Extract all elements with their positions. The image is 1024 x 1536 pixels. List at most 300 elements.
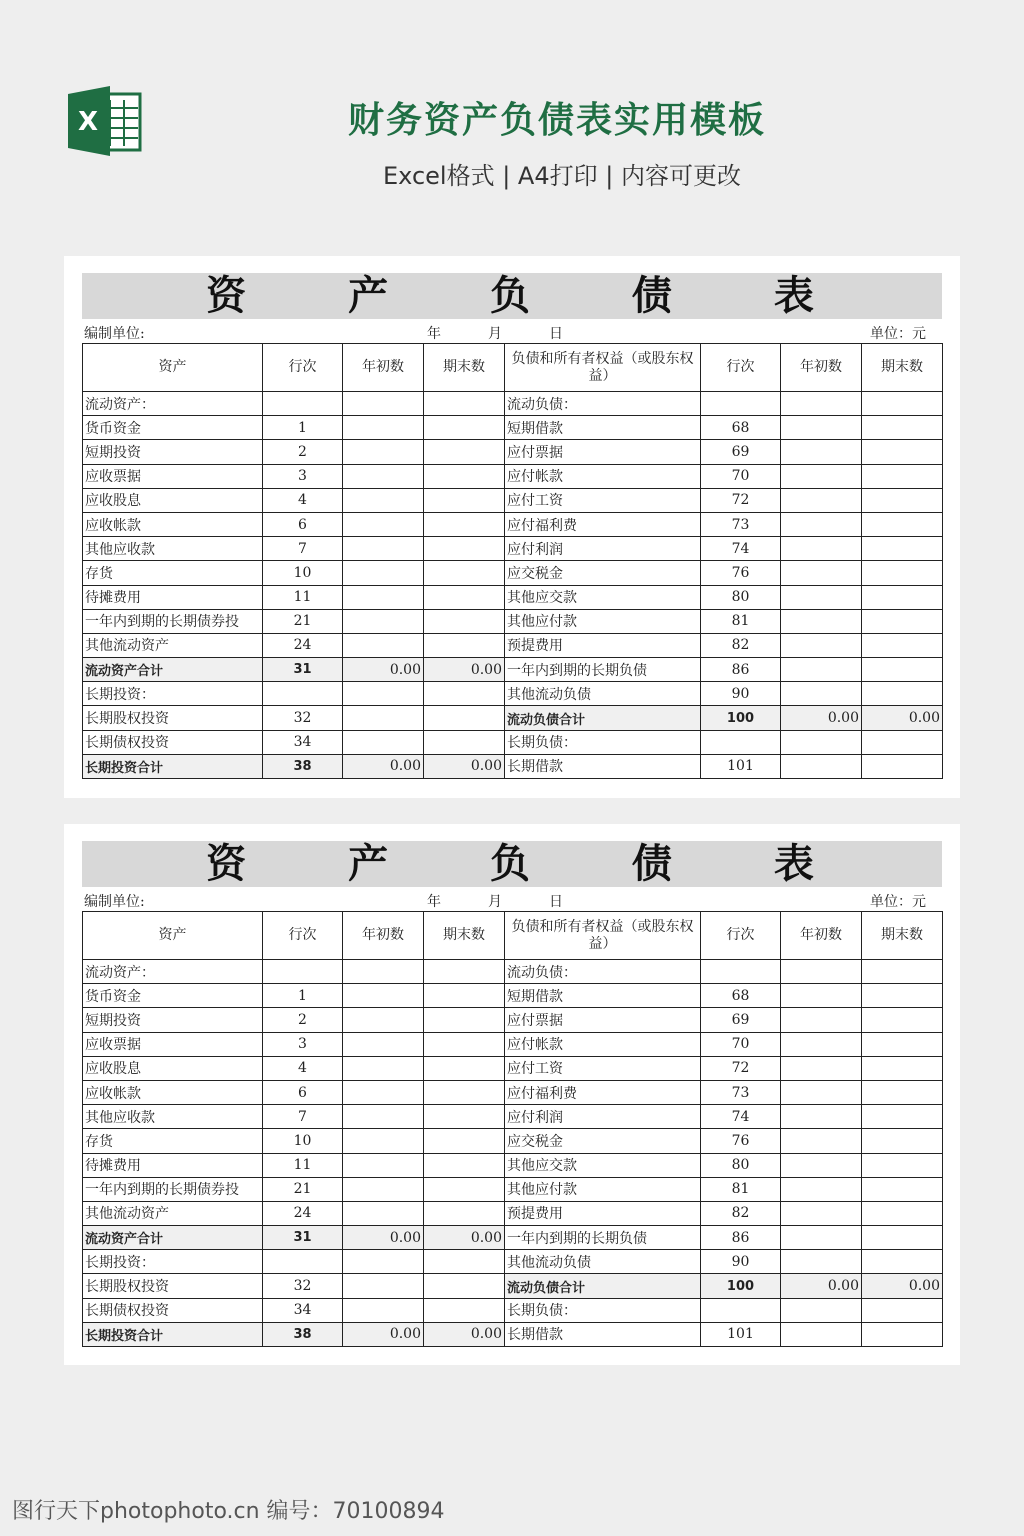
liability-cell[interactable]: 长期借款 [505,1322,701,1346]
balance-sheet-1 [64,256,960,798]
liability-cell[interactable]: 应付福利费 [505,1080,701,1104]
asset-cell[interactable] [424,1298,505,1322]
liability-cell[interactable] [781,730,862,754]
liability-cell[interactable] [781,960,862,984]
asset-cell[interactable] [343,1008,424,1032]
asset-cell[interactable] [343,1080,424,1104]
asset-cell[interactable] [424,488,505,512]
liability-cell[interactable] [781,1129,862,1153]
unit-label: 编制单位: [84,894,145,910]
day-label: 日 [549,894,563,910]
balance-table [82,911,943,1347]
liability-cell[interactable]: 应付工资 [505,488,701,512]
table-row [83,1298,943,1322]
sheet-title: 资 产 负 债 表 [82,273,942,319]
liability-cell[interactable]: 应交税金 [505,1129,701,1153]
asset-cell[interactable]: 6 [263,1080,343,1104]
asset-cell[interactable] [424,1177,505,1201]
liability-cell[interactable]: 短期借款 [505,416,701,440]
liability-cell[interactable] [781,1080,862,1104]
liability-cell[interactable] [862,1008,943,1032]
asset-cell[interactable] [343,392,424,416]
asset-cell[interactable] [424,730,505,754]
asset-cell[interactable]: 应收票据 [83,1032,263,1056]
liability-cell[interactable]: 86 [701,1226,781,1250]
table-row [83,1032,943,1056]
liability-cell[interactable]: 应交税金 [505,561,701,585]
asset-cell[interactable]: 长期债权投资 [83,730,263,754]
asset-cell[interactable]: 38 [263,754,343,778]
asset-cell[interactable]: 34 [263,1298,343,1322]
asset-cell[interactable]: 7 [263,537,343,561]
liability-cell[interactable]: 0.00 [781,706,862,730]
liability-cell[interactable] [862,464,943,488]
asset-cell[interactable] [343,1298,424,1322]
liability-cell[interactable] [781,488,862,512]
liability-cell[interactable] [862,1250,943,1274]
asset-cell[interactable]: 长期债权投资 [83,1298,263,1322]
liability-cell[interactable]: 69 [701,1008,781,1032]
table-row [83,1177,943,1201]
liability-cell[interactable] [781,1032,862,1056]
liability-cell[interactable] [781,1226,862,1250]
asset-cell[interactable]: 应收股息 [83,488,263,512]
table-row [83,682,943,706]
asset-cell[interactable] [343,1129,424,1153]
asset-cell[interactable]: 38 [263,1322,343,1346]
liability-cell[interactable] [781,658,862,682]
asset-cell[interactable] [343,537,424,561]
liability-cell[interactable]: 应付票据 [505,1008,701,1032]
liability-cell[interactable] [781,440,862,464]
liability-cell[interactable]: 72 [701,488,781,512]
asset-cell[interactable]: 长期投资合计 [83,1322,263,1346]
liability-cell[interactable]: 73 [701,1080,781,1104]
asset-cell[interactable] [424,561,505,585]
liability-cell[interactable]: 应付利润 [505,537,701,561]
liability-cell[interactable]: 82 [701,633,781,657]
asset-cell[interactable] [343,561,424,585]
liability-cell[interactable] [862,1177,943,1201]
liability-cell[interactable] [862,1298,943,1322]
asset-cell[interactable] [424,984,505,1008]
asset-cell[interactable]: 11 [263,585,343,609]
day-label: 日 [549,326,563,342]
asset-cell[interactable] [343,464,424,488]
column-header: 年初数 [781,344,862,392]
asset-cell[interactable] [424,585,505,609]
column-header: 行次 [263,344,343,392]
table-row [83,1322,943,1346]
column-header: 期末数 [862,344,943,392]
table-row [83,488,943,512]
liability-cell[interactable] [862,658,943,682]
table-row [83,658,943,682]
year-label: 年 [427,894,441,910]
asset-cell[interactable] [424,706,505,730]
liability-cell[interactable] [862,1153,943,1177]
balance-table [82,343,943,779]
liability-cell[interactable] [862,1226,943,1250]
liability-cell[interactable]: 长期借款 [505,754,701,778]
asset-cell[interactable]: 24 [263,1201,343,1225]
asset-cell[interactable] [424,1008,505,1032]
asset-cell[interactable]: 0.00 [424,754,505,778]
liability-cell[interactable]: 90 [701,682,781,706]
liability-cell[interactable]: 其他应交款 [505,1153,701,1177]
asset-cell[interactable]: 长期股权投资 [83,706,263,730]
asset-cell[interactable]: 货币资金 [83,984,263,1008]
asset-cell[interactable] [263,1250,343,1274]
asset-cell[interactable] [424,1080,505,1104]
liability-cell[interactable]: 短期借款 [505,984,701,1008]
asset-cell[interactable]: 1 [263,984,343,1008]
asset-cell[interactable]: 流动资产合计 [83,658,263,682]
liability-cell[interactable] [781,609,862,633]
liability-cell[interactable]: 应付帐款 [505,1032,701,1056]
asset-cell[interactable]: 10 [263,1129,343,1153]
liability-cell[interactable] [701,960,781,984]
table-row [83,1008,943,1032]
asset-cell[interactable]: 7 [263,1105,343,1129]
asset-cell[interactable]: 应收股息 [83,1056,263,1080]
liability-cell[interactable] [862,1080,943,1104]
asset-cell[interactable] [343,730,424,754]
asset-cell[interactable] [424,1153,505,1177]
asset-cell[interactable] [424,1274,505,1298]
liability-cell[interactable]: 80 [701,585,781,609]
asset-cell[interactable]: 21 [263,609,343,633]
asset-cell[interactable]: 应收票据 [83,464,263,488]
liability-cell[interactable]: 其他应付款 [505,609,701,633]
asset-cell[interactable] [424,512,505,536]
column-header: 期末数 [424,344,505,392]
asset-cell[interactable] [343,984,424,1008]
asset-cell[interactable] [424,960,505,984]
liability-cell[interactable] [781,1008,862,1032]
table-row [83,1105,943,1129]
asset-cell[interactable]: 4 [263,1056,343,1080]
asset-cell[interactable]: 货币资金 [83,416,263,440]
liability-cell[interactable] [781,754,862,778]
asset-cell[interactable] [343,609,424,633]
table-row [83,754,943,778]
asset-cell[interactable]: 0.00 [343,754,424,778]
liability-cell[interactable] [862,1322,943,1346]
liability-cell[interactable]: 76 [701,1129,781,1153]
asset-cell[interactable]: 存货 [83,1129,263,1153]
table-row [83,464,943,488]
column-header: 资产 [83,344,263,392]
table-row [83,609,943,633]
liability-cell[interactable]: 一年内到期的长期负债 [505,1226,701,1250]
liability-cell[interactable] [862,633,943,657]
liability-cell[interactable]: 81 [701,609,781,633]
liability-cell[interactable]: 长期负债： [505,1298,701,1322]
asset-cell[interactable]: 一年内到期的长期债券投 [83,1177,263,1201]
liability-cell[interactable]: 其他应付款 [505,1177,701,1201]
liability-cell[interactable]: 82 [701,1201,781,1225]
liability-cell[interactable]: 74 [701,1105,781,1129]
liability-cell[interactable]: 流动负债： [505,960,701,984]
asset-cell[interactable]: 31 [263,1226,343,1250]
liability-cell[interactable]: 90 [701,1250,781,1274]
asset-cell[interactable]: 3 [263,464,343,488]
asset-cell[interactable] [343,512,424,536]
asset-cell[interactable] [424,1201,505,1225]
asset-cell[interactable]: 32 [263,706,343,730]
asset-cell[interactable]: 0.00 [424,1226,505,1250]
liability-cell[interactable] [781,1201,862,1225]
liability-cell[interactable] [781,682,862,706]
asset-cell[interactable]: 待摊费用 [83,1153,263,1177]
table-header [83,912,943,960]
liability-cell[interactable]: 70 [701,1032,781,1056]
column-header: 年初数 [343,912,424,960]
table-row [83,730,943,754]
liability-cell[interactable] [781,633,862,657]
liability-cell[interactable] [862,488,943,512]
asset-cell[interactable] [424,1129,505,1153]
asset-cell[interactable] [343,1177,424,1201]
asset-cell[interactable] [263,392,343,416]
column-header: 行次 [701,912,781,960]
liability-cell[interactable] [781,512,862,536]
liability-cell[interactable]: 预提费用 [505,633,701,657]
asset-cell[interactable] [343,440,424,464]
asset-cell[interactable]: 6 [263,512,343,536]
liability-cell[interactable] [862,754,943,778]
asset-cell[interactable]: 长期股权投资 [83,1274,263,1298]
liability-cell[interactable]: 流动负债： [505,392,701,416]
liability-cell[interactable] [781,1177,862,1201]
liability-cell[interactable] [862,561,943,585]
asset-cell[interactable] [424,1032,505,1056]
table-row [83,1056,943,1080]
liability-cell[interactable] [781,1105,862,1129]
liability-cell[interactable]: 应付票据 [505,440,701,464]
asset-cell[interactable] [263,960,343,984]
asset-cell[interactable] [424,682,505,706]
liability-cell[interactable]: 80 [701,1153,781,1177]
liability-cell[interactable]: 68 [701,984,781,1008]
liability-cell[interactable] [781,1153,862,1177]
asset-cell[interactable] [343,488,424,512]
liability-cell[interactable] [701,1298,781,1322]
liability-cell[interactable] [862,984,943,1008]
asset-cell[interactable] [343,633,424,657]
liability-cell[interactable] [862,1032,943,1056]
asset-cell[interactable]: 存货 [83,561,263,585]
asset-cell[interactable] [424,440,505,464]
asset-cell[interactable]: 11 [263,1153,343,1177]
asset-cell[interactable] [343,585,424,609]
asset-cell[interactable]: 31 [263,658,343,682]
asset-cell[interactable] [263,682,343,706]
liability-cell[interactable]: 100 [701,1274,781,1298]
asset-cell[interactable] [343,960,424,984]
liability-cell[interactable]: 流动负债合计 [505,706,701,730]
liability-cell[interactable]: 0.00 [781,1274,862,1298]
asset-cell[interactable] [343,1105,424,1129]
liability-cell[interactable] [862,730,943,754]
asset-cell[interactable] [424,1250,505,1274]
asset-cell[interactable] [343,1056,424,1080]
asset-cell[interactable]: 4 [263,488,343,512]
asset-cell[interactable]: 短期投资 [83,1008,263,1032]
liability-cell[interactable]: 86 [701,658,781,682]
asset-cell[interactable]: 其他应收款 [83,1105,263,1129]
column-header: 资产 [83,912,263,960]
liability-cell[interactable] [781,392,862,416]
asset-cell[interactable]: 短期投资 [83,440,263,464]
sheet-meta [82,887,942,911]
liability-cell[interactable] [781,585,862,609]
asset-cell[interactable] [424,609,505,633]
asset-cell[interactable]: 一年内到期的长期债券投 [83,609,263,633]
liability-cell[interactable]: 预提费用 [505,1201,701,1225]
asset-cell[interactable]: 1 [263,416,343,440]
asset-cell[interactable] [424,633,505,657]
liability-cell[interactable] [862,537,943,561]
asset-cell[interactable]: 长期投资： [83,682,263,706]
liability-cell[interactable]: 流动负债合计 [505,1274,701,1298]
liability-cell[interactable] [862,440,943,464]
asset-cell[interactable]: 待摊费用 [83,585,263,609]
liability-cell[interactable] [701,392,781,416]
asset-cell[interactable] [424,392,505,416]
asset-cell[interactable]: 21 [263,1177,343,1201]
asset-cell[interactable]: 应收帐款 [83,512,263,536]
asset-cell[interactable] [424,416,505,440]
liability-cell[interactable] [781,1322,862,1346]
asset-cell[interactable]: 流动资产： [83,960,263,984]
asset-cell[interactable] [424,1105,505,1129]
liability-cell[interactable] [862,682,943,706]
liability-cell[interactable] [781,416,862,440]
asset-cell[interactable]: 34 [263,730,343,754]
asset-cell[interactable] [343,682,424,706]
asset-cell[interactable]: 0.00 [343,658,424,682]
liability-cell[interactable]: 其他流动负债 [505,682,701,706]
asset-cell[interactable] [343,1274,424,1298]
liability-cell[interactable] [862,1105,943,1129]
liability-cell[interactable] [862,1056,943,1080]
asset-cell[interactable]: 0.00 [343,1226,424,1250]
asset-cell[interactable]: 24 [263,633,343,657]
table-row [83,706,943,730]
liability-cell[interactable] [862,585,943,609]
liability-cell[interactable] [862,1129,943,1153]
asset-cell[interactable]: 3 [263,1032,343,1056]
liability-cell[interactable]: 0.00 [862,706,943,730]
asset-cell[interactable] [343,1032,424,1056]
liability-cell[interactable] [862,1201,943,1225]
table-row [83,585,943,609]
asset-cell[interactable]: 应收帐款 [83,1080,263,1104]
asset-cell[interactable]: 长期投资合计 [83,754,263,778]
liability-cell[interactable]: 应付帐款 [505,464,701,488]
liability-cell[interactable]: 长期负债： [505,730,701,754]
table-row [83,561,943,585]
asset-cell[interactable]: 2 [263,440,343,464]
asset-cell[interactable]: 流动资产： [83,392,263,416]
liability-cell[interactable]: 应付福利费 [505,512,701,536]
liability-cell[interactable]: 其他应交款 [505,585,701,609]
liability-cell[interactable] [781,464,862,488]
asset-cell[interactable] [343,1201,424,1225]
asset-cell[interactable] [424,537,505,561]
asset-cell[interactable] [343,1153,424,1177]
asset-cell[interactable]: 32 [263,1274,343,1298]
asset-cell[interactable] [424,464,505,488]
asset-cell[interactable]: 0.00 [424,1322,505,1346]
currency-label: 单位：元 [870,326,926,342]
liability-cell[interactable]: 0.00 [862,1274,943,1298]
liability-cell[interactable]: 应付工资 [505,1056,701,1080]
asset-cell[interactable]: 长期投资： [83,1250,263,1274]
asset-cell[interactable]: 其他应收款 [83,537,263,561]
table-row [83,960,943,984]
watermark: 图行天下photophoto.cn 编号：70100894 [12,1499,445,1524]
liability-cell[interactable]: 100 [701,706,781,730]
liability-cell[interactable] [862,960,943,984]
liability-cell[interactable]: 73 [701,512,781,536]
liability-cell[interactable] [701,730,781,754]
asset-cell[interactable]: 流动资产合计 [83,1226,263,1250]
liability-cell[interactable]: 70 [701,464,781,488]
liability-cell[interactable] [781,1056,862,1080]
asset-cell[interactable]: 其他流动资产 [83,633,263,657]
asset-cell[interactable]: 0.00 [343,1322,424,1346]
liability-cell[interactable]: 101 [701,1322,781,1346]
liability-cell[interactable]: 72 [701,1056,781,1080]
liability-cell[interactable] [781,537,862,561]
liability-cell[interactable] [862,512,943,536]
liability-cell[interactable]: 69 [701,440,781,464]
table-row [83,512,943,536]
liability-cell[interactable]: 81 [701,1177,781,1201]
asset-cell[interactable] [424,1056,505,1080]
liability-cell[interactable] [862,392,943,416]
asset-cell[interactable] [343,706,424,730]
column-header: 负债和所有者权益（或股东权益） [505,912,701,960]
table-row [83,440,943,464]
asset-cell[interactable]: 0.00 [424,658,505,682]
liability-cell[interactable] [781,984,862,1008]
liability-cell[interactable] [781,1298,862,1322]
asset-cell[interactable]: 10 [263,561,343,585]
liability-cell[interactable] [781,1250,862,1274]
liability-cell[interactable] [781,561,862,585]
liability-cell[interactable]: 101 [701,754,781,778]
liability-cell[interactable]: 其他流动负债 [505,1250,701,1274]
page-title: 财务资产负债表实用模板 [347,100,766,141]
liability-cell[interactable]: 74 [701,537,781,561]
asset-cell[interactable]: 其他流动资产 [83,1201,263,1225]
asset-cell[interactable] [343,416,424,440]
liability-cell[interactable] [862,416,943,440]
liability-cell[interactable] [862,609,943,633]
asset-cell[interactable] [343,1250,424,1274]
asset-cell[interactable]: 2 [263,1008,343,1032]
liability-cell[interactable]: 一年内到期的长期负债 [505,658,701,682]
liability-cell[interactable]: 76 [701,561,781,585]
column-header: 年初数 [343,344,424,392]
liability-cell[interactable]: 应付利润 [505,1105,701,1129]
table-row [83,416,943,440]
liability-cell[interactable]: 68 [701,416,781,440]
